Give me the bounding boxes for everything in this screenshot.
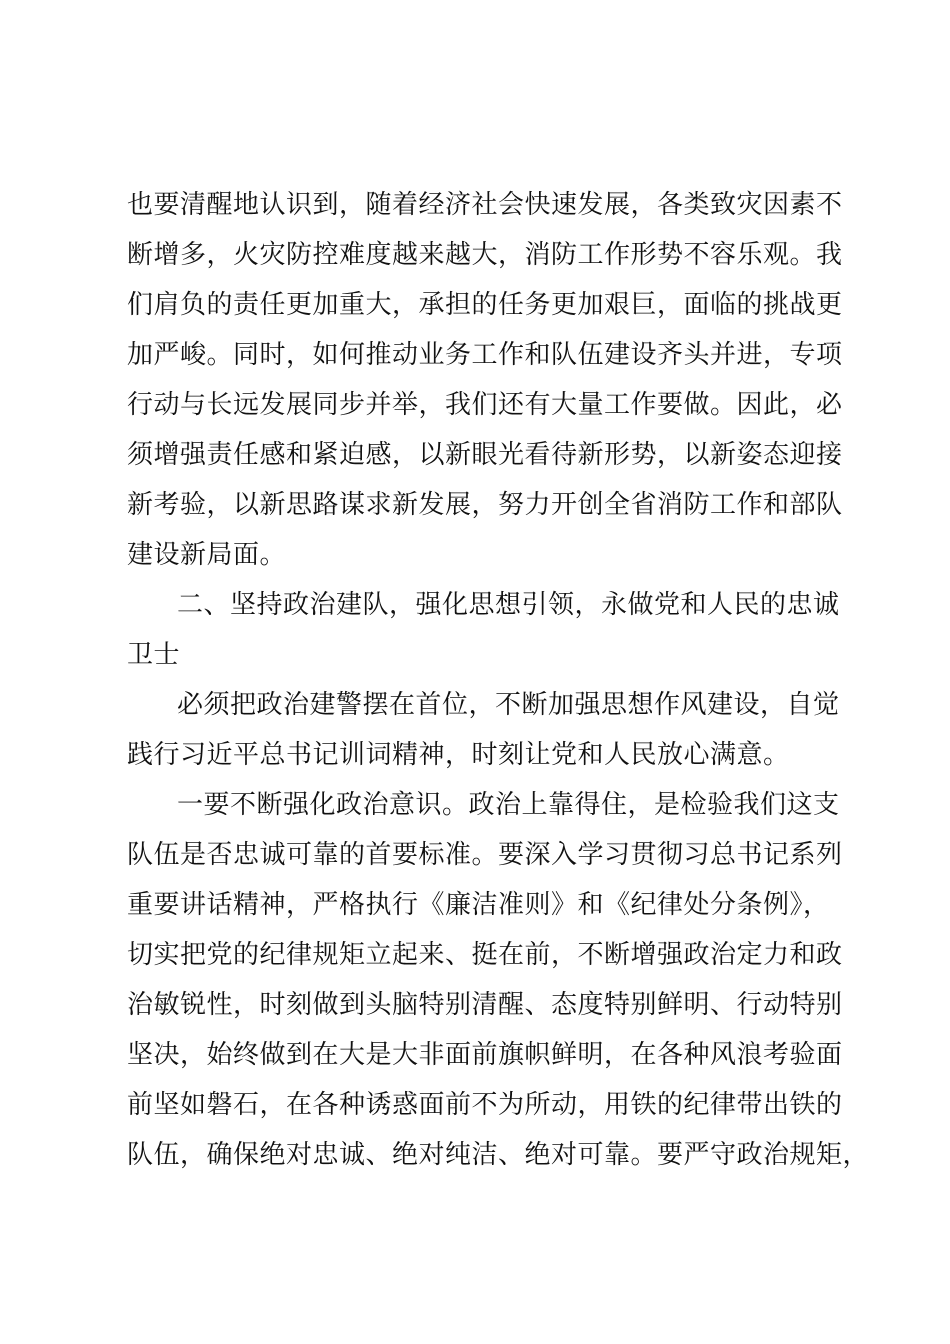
section-heading: 卫士 <box>127 640 181 670</box>
paragraph-line: 断增多，火灾防控难度越来越大，消防工作形势不容乐观。我 <box>127 240 843 270</box>
paragraph-line: 前坚如磐石，在各种诱惑面前不为所动，用铁的纪律带出铁的 <box>127 1090 843 1120</box>
paragraph-line: 重要讲话精神，严格执行《廉洁准则》和《纪律处分条例》， <box>127 890 830 920</box>
paragraph-line: 也要清醒地认识到，随着经济社会快速发展，各类致灾因素不 <box>127 190 843 220</box>
paragraph-line: 践行习近平总书记训词精神，时刻让党和人民放心满意。 <box>127 740 790 770</box>
paragraph-line: 队伍，确保绝对忠诚、绝对纯洁、绝对可靠。要严守政治规矩， <box>127 1140 870 1170</box>
paragraph-line: 行动与长远发展同步并举，我们还有大量工作要做。因此，必 <box>127 390 843 420</box>
paragraph-line: 必须把政治建警摆在首位，不断加强思想作风建设，自觉 <box>177 690 840 720</box>
paragraph-line: 坚决，始终做到在大是大非面前旗帜鲜明，在各种风浪考验面 <box>127 1040 843 1070</box>
paragraph-line: 队伍是否忠诚可靠的首要标准。要深入学习贯彻习总书记系列 <box>127 840 843 870</box>
paragraph-line: 加严峻。同时，如何推动业务工作和队伍建设齐头并进，专项 <box>127 340 843 370</box>
paragraph-line: 须增强责任感和紧迫感，以新眼光看待新形势，以新姿态迎接 <box>127 440 843 470</box>
paragraph-line: 切实把党的纪律规矩立起来、挺在前，不断增强政治定力和政 <box>127 940 843 970</box>
paragraph-line: 新考验，以新思路谋求新发展，努力开创全省消防工作和部队 <box>127 490 843 520</box>
paragraph-line: 治敏锐性，时刻做到头脑特别清醒、态度特别鲜明、行动特别 <box>127 990 843 1020</box>
paragraph-line: 们肩负的责任更加重大，承担的任务更加艰巨，面临的挑战更 <box>127 290 843 320</box>
paragraph-line: 建设新局面。 <box>127 540 287 570</box>
paragraph-line: 一要不断强化政治意识。政治上靠得住，是检验我们这支 <box>177 790 840 820</box>
section-heading: 二、坚持政治建队，强化思想引领，永做党和人民的忠诚 <box>177 590 840 620</box>
